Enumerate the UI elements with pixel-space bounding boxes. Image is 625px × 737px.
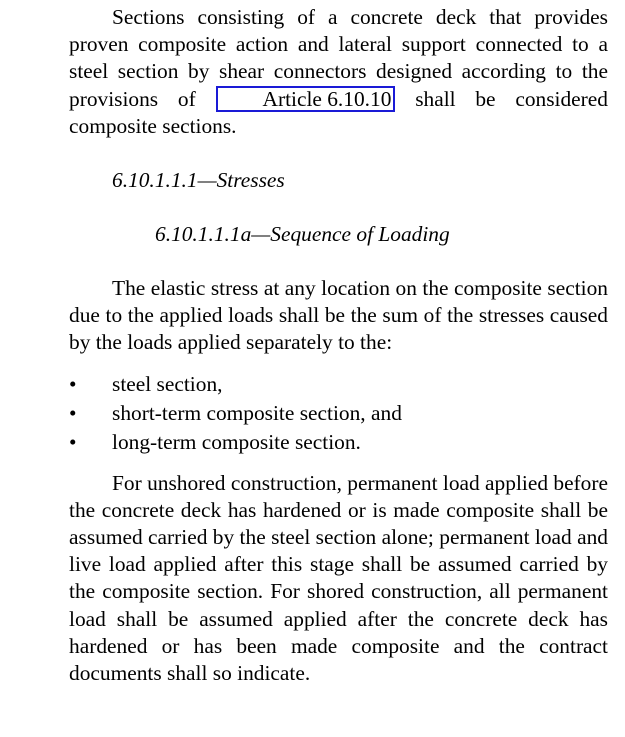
list-item-text: steel section, [112, 371, 223, 396]
list-item-text: short-term composite section, and [112, 400, 402, 425]
unshored-construction-paragraph: For unshored construction, permanent load applied before the concrete deck has hardened or is made composite shall be assumed carried by the steel section alone; permanent load and live load applied after this stage shall be assumed carried by the composite section. For shored construction, all permanent load shall be assumed applied after the concrete deck has hardened or has been made composite and the contract documents shall so indicate. [69, 470, 608, 686]
list-item-text: long-term composite section. [112, 429, 361, 454]
article-6-10-10-link[interactable]: Article 6.10.10 [216, 86, 396, 112]
list-item [69, 399, 608, 428]
intro-text-before-link: Sections consisting of a concrete deck that provides proven composite action and lateral support connected to a steel section by shear connectors designed according to the provisions of [69, 5, 608, 111]
list-item [69, 428, 608, 457]
elastic-stress-paragraph: The elastic stress at any location on the composite section due to the applied loads shall be the sum of the stresses caused by the loads applied separately to the: [69, 276, 608, 355]
heading-sequence-of-loading: 6.10.1.1.1a—Sequence of Loading [155, 222, 450, 247]
component-list [69, 370, 608, 457]
intro-text-after-link: shall be considered composite sections. [69, 86, 608, 138]
bullet-icon: • [69, 429, 77, 454]
list-item [69, 370, 608, 399]
heading-stresses: 6.10.1.1.1—Stresses [112, 168, 285, 193]
document-page [69, 4, 608, 687]
intro-paragraph [69, 4, 608, 140]
bullet-icon: • [69, 371, 77, 396]
bullet-icon: • [69, 400, 77, 425]
